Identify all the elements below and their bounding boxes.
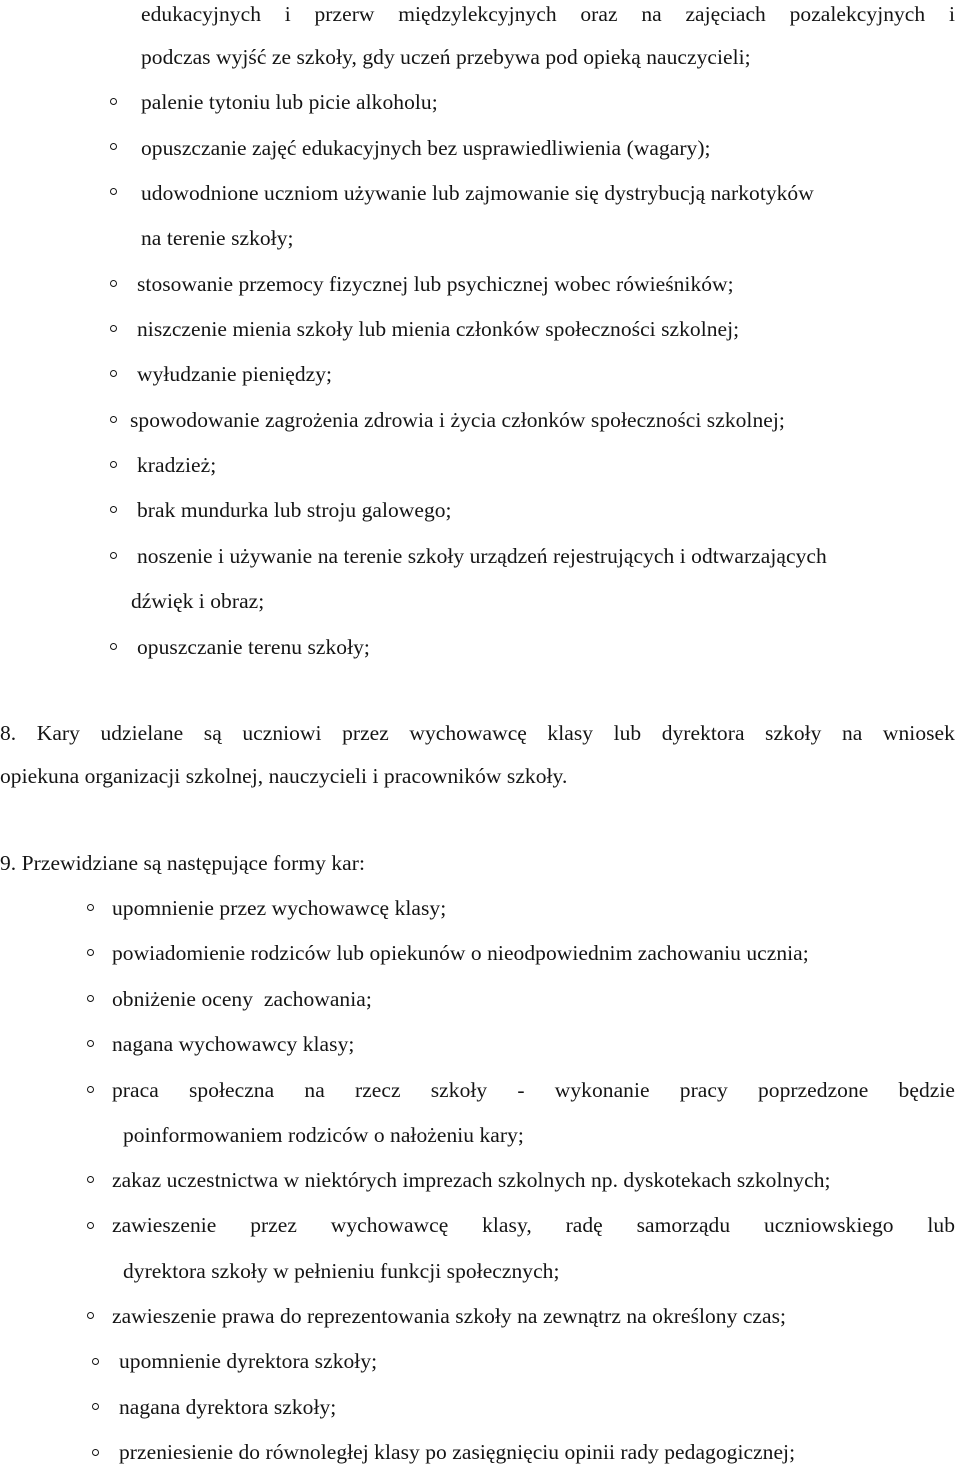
list-item-continuation: dźwięk i obraz; [131, 589, 265, 613]
list-item: niszczenie mienia szkoły lub mienia członków społeczności szkolnej; [137, 317, 740, 341]
carry-over-line-2: podczas wyjść ze szkoły, gdy uczeń przebywa pod opieką nauczycieli; [141, 45, 751, 69]
section-8-line-2: opiekuna organizacji szkolnej, nauczycieli i pracowników szkoły. [0, 764, 568, 788]
list-item: noszenie i używanie na terenie szkoły urządzeń rejestrujących i odtwarzających [137, 544, 827, 568]
list-item-continuation: poinformowaniem rodziców o nałożeniu kary; [123, 1123, 524, 1147]
list-item: stosowanie przemocy fizycznej lub psychicznej wobec rówieśników; [137, 272, 734, 296]
list-item-continuation: dyrektora szkoły w pełnieniu funkcji społecznych; [123, 1259, 560, 1283]
list-item: zakaz uczestnictwa w niektórych imprezach szkolnych np. dyskotekach szkolnych; [112, 1168, 831, 1192]
list-item: udowodnione uczniom używanie lub zajmowanie się dystrybucją narkotyków [141, 181, 814, 205]
bullet-icon [110, 552, 117, 559]
bullet-icon [110, 280, 117, 287]
bullet-icon [87, 949, 94, 956]
bullet-icon [110, 416, 117, 423]
bullet-icon [110, 461, 117, 468]
list-item: wyłudzanie pieniędzy; [137, 362, 333, 386]
bullet-icon [110, 98, 117, 105]
bullet-icon [110, 188, 117, 195]
list-item: opuszczanie terenu szkoły; [137, 635, 370, 659]
bullet-icon [110, 643, 117, 650]
list-item-continuation: na terenie szkoły; [141, 226, 294, 250]
list-item: przeniesienie do równoległej klasy po zasięgnięciu opinii rady pedagogicznej; [119, 1440, 796, 1464]
bullet-icon [87, 1086, 94, 1093]
list-item: kradzież; [137, 453, 217, 477]
list-item: brak mundurka lub stroju galowego; [137, 498, 452, 522]
list-item: upomnienie dyrektora szkoły; [119, 1349, 378, 1373]
section-8-line-1: 8. Kary udzielane są uczniowi przez wychowawcę klasy lub dyrektora szkoły na wniosek [0, 721, 955, 745]
list-item: zawieszenie przez wychowawcę klasy, radę samorządu uczniowskiego lub [112, 1213, 955, 1237]
bullet-icon [87, 1176, 94, 1183]
list-item: zawieszenie prawa do reprezentowania szkoły na zewnątrz na określony czas; [112, 1304, 787, 1328]
bullet-icon [110, 370, 117, 377]
list-item: obniżenie oceny zachowania; [112, 987, 372, 1011]
bullet-icon [87, 995, 94, 1002]
list-item: praca społeczna na rzecz szkoły - wykonanie pracy poprzedzone będzie [112, 1078, 955, 1102]
list-item: nagana dyrektora szkoły; [119, 1395, 337, 1419]
bullet-icon [110, 506, 117, 513]
list-item: spowodowanie zagrożenia zdrowia i życia członków społeczności szkolnej; [130, 408, 785, 432]
bullet-icon [92, 1358, 99, 1365]
bullet-icon [87, 1312, 94, 1319]
bullet-icon [87, 1222, 94, 1229]
section-9-heading: 9. Przewidziane są następujące formy kar: [0, 851, 366, 875]
list-item: opuszczanie zajęć edukacyjnych bez usprawiedliwienia (wagary); [141, 136, 711, 160]
bullet-icon [92, 1449, 99, 1456]
bullet-icon [110, 143, 117, 150]
list-item: nagana wychowawcy klasy; [112, 1032, 355, 1056]
bullet-icon [110, 325, 117, 332]
list-item: powiadomienie rodziców lub opiekunów o nieodpowiednim zachowaniu ucznia; [112, 941, 809, 965]
carry-over-line-1: edukacyjnych i przerw międzylekcyjnych oraz na zajęciach pozalekcyjnych i [141, 2, 955, 26]
bullet-icon [87, 904, 94, 911]
list-item: palenie tytoniu lub picie alkoholu; [141, 90, 438, 114]
bullet-icon [92, 1403, 99, 1410]
list-item: upomnienie przez wychowawcę klasy; [112, 896, 447, 920]
bullet-icon [87, 1040, 94, 1047]
